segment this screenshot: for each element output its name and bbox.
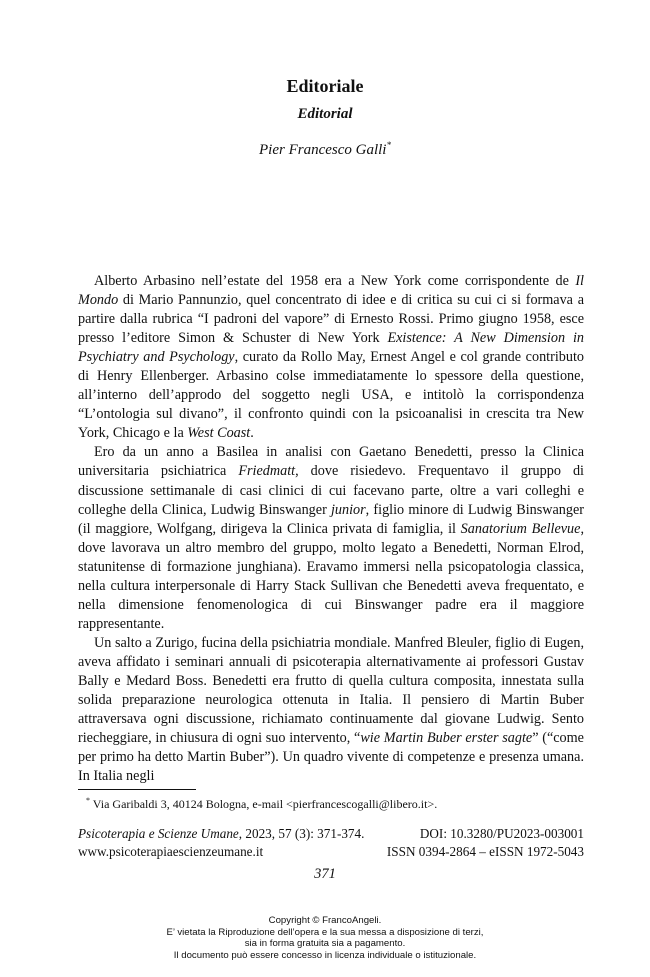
text-run: di Mario Pannunzio, quel concentrato di idee e di critica su cui ci si formava a partire dalla rubrica “I padroni del vapore” di Ernesto Rossi. Primo giugno 1958, esce presso l’editore Simon & Schuster di New York — [78, 292, 584, 347]
doi: DOI: 10.3280/PU2023-003001 — [419, 826, 584, 841]
text-run: . — [250, 425, 254, 442]
footnote — [86, 796, 437, 812]
text-run: ” (“come per primo ha detto Martin Buber”). Un quadro vivente di competenze e presenza umana. In Italia negli — [78, 730, 584, 785]
text-run: , dove risiedevo. Frequentavo il gruppo di discussione settimanale di casi clinici di cui facevano parte, oltre a vari colleghi e colleghe della Clinica, Ludwig Binswanger — [78, 463, 584, 518]
copyright-line-1: Copyright © FrancoAngeli. — [268, 915, 382, 926]
body-paragraph-1 — [78, 272, 584, 443]
italic-run: Sanatorium Bellevue — [460, 520, 581, 537]
italic-run: junior — [330, 501, 366, 518]
footnote-text: Via Garibaldi 3, 40124 Bologna, e-mail <pierfrancescogalli@libero.it>. — [92, 797, 438, 811]
text-run: , curato da Rollo May, Ernest Angel e col grande contributo di Henry Ellenberger. Arbasino colse immediatamente lo spessore della questione, all’interno dell’approdo del soggetto negli USA, e intitolò la corrispondenza “L’ontologia sul divano”, il confronto quindi con la psicoanalisi in crescita tra New York, Chicago e la — [78, 349, 584, 442]
italic-run: Friedmatt — [238, 463, 296, 480]
footnote-divider — [78, 789, 196, 790]
citation-source — [78, 826, 364, 842]
article-title: Editoriale — [286, 76, 364, 96]
footnote-mark: * — [86, 796, 90, 805]
italic-run: Il Mondo — [78, 273, 584, 309]
copyright-line-2: E’ vietata la Riproduzione dell’opera e la sua messa a disposizione di terzi, — [166, 926, 484, 938]
author-footnote-mark: * — [386, 140, 391, 150]
citation-line-2 — [78, 844, 584, 860]
italic-run: wie Martin Buber erster sagte — [360, 730, 533, 747]
issn: ISSN 0394-2864 – eISSN 1972-5043 — [386, 844, 584, 859]
body-paragraph-2 — [78, 443, 584, 633]
italic-run: Existence: A New Dimension in Psychiatry and Psychology — [78, 330, 584, 366]
citation-details: , 2023, 57 (3): 371-374. — [238, 826, 365, 841]
copyright-line-4: Il documento può essere concesso in licenza individuale o istituzionale. — [173, 949, 477, 961]
body-paragraph-3 — [78, 634, 584, 786]
article-body — [78, 272, 584, 786]
author-line — [0, 142, 650, 159]
journal-website[interactable]: www.psicoterapiaescienzeumane.it — [78, 844, 264, 859]
text-run: Alberto Arbasino nell’estate del 1958 era a New York come corrispondente de — [94, 273, 576, 289]
article-subtitle: Editorial — [297, 106, 353, 122]
page-number: 371 — [314, 866, 336, 882]
text-run: , dove lavorava un altro membro del gruppo, molto legato a Benedetti, Norman Elrod, statunitense di formazione junghiana). Eravamo immersi nella psicopatologia classica, nella cultura interpersonale di Harry Stack Sullivan che Benedetti aveva frequentato, e nella dimensione fenomenologica di cui Binswanger padre era il maggiore rappresentante. — [78, 520, 584, 632]
italic-run: West Coast — [187, 425, 251, 442]
text-run: , figlio minore di Ludwig Binswanger (il maggiore, Wolfgang, dirigeva la Clinica privata di famiglia, il — [78, 501, 584, 537]
text-run: Ero da un anno a Basilea in analisi con Gaetano Benedetti, presso la Clinica universitaria psichiatrica — [78, 444, 584, 480]
copyright-notice — [0, 915, 650, 961]
text-run: Un salto a Zurigo, fucina della psichiatria mondiale. Manfred Bleuler, figlio di Eugen, aveva affidato i seminari annuali di psicoterapia alternativamente ai professori Gustav Bally e Medard Boss. Benedetti era frutto di quella cultura composita, innestata sulla solida preparazione neurologica ottenuta in Italia. Il pensiero di Martin Buber attraversava ogni discussione, richiamato continuamente dal giovane Ludwig. Sento riecheggiare, in chiusura di ogni suo intervento, “ — [78, 634, 584, 747]
journal-name: Psicoterapia e Scienze Umane — [78, 826, 239, 841]
citation-line-1 — [78, 826, 584, 842]
copyright-line-3: sia in forma gratuita sia a pagamento. — [244, 938, 406, 950]
author-name: Pier Francesco Galli — [259, 142, 387, 158]
